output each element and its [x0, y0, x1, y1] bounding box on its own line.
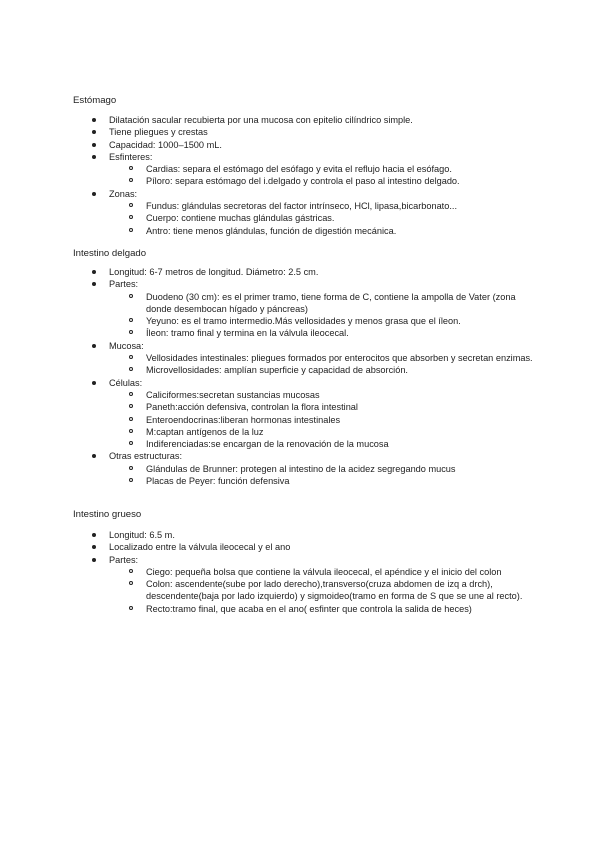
sublist-item: Píloro: separa estómago del i.delgado y controla el paso al intestino delgado.: [109, 175, 536, 187]
list-item: Tiene pliegues y crestas: [0, 126, 529, 138]
section-title-intestino-delgado: Intestino delgado: [73, 248, 147, 259]
circle-bullet-icon: [129, 478, 133, 482]
bullet-icon: [92, 533, 96, 537]
list-item: Mucosa: Vellosidades intestinales: pliegues formados por enterocitos que absorben y secretan enzimas. Microvellosidades: amplían superficie y capacidad de absorción.: [0, 340, 529, 377]
sublist: [109, 389, 529, 450]
bullet-icon: [92, 381, 96, 385]
list-item: Células: Caliciformes:secretan sustancias mucosas Paneth:acción defensiva, controlan la flora intestinal Enteroendocrinas:liberan hormonas intestinales M:captan antígenos de la luz Indiferenciadas:se encargan de la renovación de la mucosa: [0, 377, 529, 451]
sublist: [109, 352, 533, 377]
bullet-icon: [92, 545, 96, 549]
section-title-intestino-grueso: Intestino grueso: [73, 509, 142, 520]
sublist: [109, 163, 529, 188]
circle-bullet-icon: [129, 178, 133, 182]
list-item: Localizado entre la válvula ileocecal y el ano: [0, 541, 529, 553]
sublist: [109, 463, 529, 488]
bullet-icon: [92, 143, 96, 147]
circle-bullet-icon: [129, 294, 133, 298]
circle-bullet-icon: [129, 228, 133, 232]
sublist-item: Paneth:acción defensiva, controlan la flora intestinal: [109, 401, 536, 413]
sublist-item: Duodeno (30 cm): es el primer tramo, tiene forma de C, contiene la ampolla de Vater (zona donde desembocan hígado y páncreas): [109, 291, 536, 316]
circle-bullet-icon: [129, 367, 133, 371]
sublist-item: Fundus: glándulas secretoras del factor intrínseco, HCl, lipasa,bicarbonato...: [109, 200, 536, 212]
bullet-icon: [92, 282, 96, 286]
circle-bullet-icon: [129, 606, 133, 610]
sublist: [109, 291, 529, 340]
bullet-icon: [92, 130, 96, 134]
sublist-item: Glándulas de Brunner: protegen al intestino de la acidez segregando mucus: [109, 463, 536, 475]
sublist-item: Ciego: pequeña bolsa que contiene la válvula ileocecal, el apéndice y el inicio del colon: [109, 566, 536, 578]
sublist-item: Cuerpo: contiene muchas glándulas gástricas.: [109, 212, 536, 224]
sublist-item: Microvellosidades: amplían superficie y capacidad de absorción.: [109, 364, 536, 376]
list-item: Longitud: 6.5 m.: [0, 529, 529, 541]
list-item: Capacidad: 1000–1500 mL.: [0, 139, 529, 151]
list-item: Dilatación sacular recubierta por una mucosa con epitelio cilíndrico simple.: [0, 114, 529, 126]
sublist-item: Yeyuno: es el tramo intermedio.Más vellosidades y menos grasa que el íleon.: [109, 315, 536, 327]
circle-bullet-icon: [129, 392, 133, 396]
sublist-item: Íleon: tramo final y termina en la válvula ileocecal.: [109, 327, 536, 339]
bullet-icon: [92, 192, 96, 196]
sublist-item: Indiferenciadas:se encargan de la renovación de la mucosa: [109, 438, 536, 450]
circle-bullet-icon: [129, 569, 133, 573]
circle-bullet-icon: [129, 417, 133, 421]
sublist: [109, 200, 529, 237]
list-estomago: [0, 114, 600, 237]
bullet-icon: [92, 270, 96, 274]
sublist-item: Antro: tiene menos glándulas, función de digestión mecánica.: [109, 225, 536, 237]
circle-bullet-icon: [129, 429, 133, 433]
sublist-item: Caliciformes:secretan sustancias mucosas: [109, 389, 536, 401]
circle-bullet-icon: [129, 441, 133, 445]
list-item: Longitud: 6-7 metros de longitud. Diámetro: 2.5 cm.: [0, 266, 529, 278]
circle-bullet-icon: [129, 581, 133, 585]
list-item: Partes: Duodeno (30 cm): es el primer tramo, tiene forma de C, contiene la ampolla de Vater (zona donde desembocan hígado y páncreas) Yeyuno: es el tramo intermedio.Más vellosidades y menos grasa que el íleon. Íleon: tramo final y termina en la válvula ileocecal.: [0, 278, 529, 339]
bullet-icon: [92, 344, 96, 348]
sublist-item: Enteroendocrinas:liberan hormonas intestinales: [109, 414, 536, 426]
circle-bullet-icon: [129, 404, 133, 408]
circle-bullet-icon: [129, 203, 133, 207]
circle-bullet-icon: [129, 166, 133, 170]
list-item: Partes: Ciego: pequeña bolsa que contiene la válvula ileocecal, el apéndice y el inicio del colon Colon: ascendente(sube por lado derecho),transverso(cruza abdomen de izq a drch), descendente(baja por lado izquierdo) y sigmoideo(tramo en forma de S que se une al recto). Recto:tramo final, que acaba en el ano( esfinter que controla la salida de heces): [0, 554, 529, 615]
sublist-item: Placas de Peyer: función defensiva: [109, 475, 536, 487]
circle-bullet-icon: [129, 466, 133, 470]
bullet-icon: [92, 454, 96, 458]
list-item: Zonas: Fundus: glándulas secretoras del factor intrínseco, HCl, lipasa,bicarbonato... Cuerpo: contiene muchas glándulas gástricas. Antro: tiene menos glándulas, función de digestión mecánica.: [0, 188, 529, 237]
list-intestino-grueso: [0, 529, 600, 615]
sublist-item: Recto:tramo final, que acaba en el ano( esfinter que controla la salida de heces): [109, 603, 536, 615]
bullet-icon: [92, 118, 96, 122]
sublist-item: M:captan antígenos de la luz: [109, 426, 536, 438]
sublist: [109, 566, 529, 615]
bullet-icon: [92, 155, 96, 159]
circle-bullet-icon: [129, 355, 133, 359]
circle-bullet-icon: [129, 318, 133, 322]
list-intestino-delgado: [0, 266, 600, 487]
circle-bullet-icon: [129, 215, 133, 219]
list-item: Esfinteres: Cardias: separa el estómago del esófago y evita el reflujo hacia el esófago. Píloro: separa estómago del i.delgado y controla el paso al intestino delgado.: [0, 151, 529, 188]
circle-bullet-icon: [129, 330, 133, 334]
sublist-item: Colon: ascendente(sube por lado derecho),transverso(cruza abdomen de izq a drch), descendente(baja por lado izquierdo) y sigmoideo(tramo en forma de S que se une al recto).: [109, 578, 536, 603]
sublist-item: Vellosidades intestinales: pliegues formados por enterocitos que absorben y secretan enzimas.: [109, 352, 536, 364]
section-title-estomago: Estómago: [73, 95, 117, 106]
list-item: Otras estructuras: Glándulas de Brunner: protegen al intestino de la acidez segregando mucus Placas de Peyer: función defensiva: [0, 450, 529, 487]
sublist-item: Cardias: separa el estómago del esófago y evita el reflujo hacia el esófago.: [109, 163, 536, 175]
bullet-icon: [92, 558, 96, 562]
